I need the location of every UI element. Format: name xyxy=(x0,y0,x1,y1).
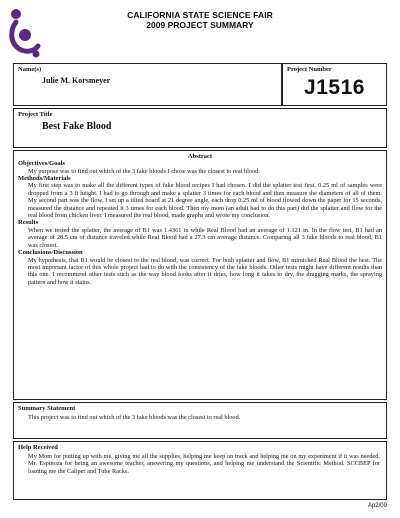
help-received-text: My Mom for putting up with me, giving me all the supplies, helping me keep on track and helping me on my experiment if it was needed. Mr. Espinoza for being an awesome teacher, answering my questions, and helping me understand the Scientific Method. SCCBEP for loaning me the Caliper and Tube Racks. xyxy=(28,453,380,475)
section-heading: Results xyxy=(18,219,39,227)
section-text: My first step was to make all the different types of fake blood recipes I had chosen. I did the splatter test first. 0.25 ml of samples were dropped from a 3 ft height. I had to go through and make a splatter 3 times for each blood and then measure the diameters of all of them. My second part was the flow. I set up a tilted board at 21 degree angle, each drop 0.25 ml of blood flowed down the paper for 15 seconds, measured the distance and repeated it 3 times for each blood. Then my mom (an adult had to do this part) did the splatter and flow for the real blood from chicken liver. I measured the real blood, made graphs and wrote my conclusion. xyxy=(28,182,382,220)
section-text: My hypothesis, that B1 would be closest to the real blood, was correct. For both splatter and flow, B1 mimicked Real Blood the best. The most important factor of this whole project had to do with the consistency of the fake bloods. Other tests might have different results than this one. I recommend other tests such as the way blood looks after it dries, how long it takes to dry, the dragging marks, the spraying pattern and how it stains. xyxy=(28,256,382,286)
help-received-label: Help Received xyxy=(18,444,58,451)
section-text: My purpose was to find out which of the 3 fake bloods I chose was the closest to real blood. xyxy=(28,167,260,175)
document-header xyxy=(0,10,400,30)
section-heading: Methods/Materials xyxy=(18,174,71,182)
summary-statement-box xyxy=(13,402,387,439)
names-label: Name(s) xyxy=(18,66,42,73)
section-heading: Objectives/Goals xyxy=(18,160,65,167)
abstract-title: Abstract xyxy=(187,153,213,160)
summary-statement-text: This project was to find out which of the 3 fake bloods was the closest to real blood. xyxy=(28,414,241,421)
form-revision-code: Ap2/09 xyxy=(367,503,387,509)
summary-statement-label: Summary Statement xyxy=(18,405,76,412)
student-name: Julie M. Korsmeyer xyxy=(42,76,111,85)
project-number: J1516 xyxy=(304,76,365,99)
summary-title: 2009 PROJECT SUMMARY xyxy=(146,20,254,30)
section-text: When we tested the splatter, the average of B1 was 1.4361 in while Real Blood had an average of 1.121 in. In the flow test, B1 had an average of 28.5 cm of distance traveled while Real Blood had a 27.3 cm average distance. Comparing all 3 fake bloods to real blood, B1 was closest. xyxy=(28,226,382,249)
abstract-section-methods xyxy=(14,175,386,220)
project-number-box xyxy=(282,63,387,106)
section-heading: Conclusions/Discussion xyxy=(18,249,83,257)
fair-name: CALIFORNIA STATE SCIENCE FAIR xyxy=(127,10,273,20)
project-number-label: Project Number xyxy=(287,66,332,73)
abstract-section-conclusions xyxy=(14,249,386,286)
project-title-label: Project Title xyxy=(18,111,53,118)
abstract-section-results xyxy=(14,219,386,249)
project-title-box xyxy=(13,108,387,148)
names-box xyxy=(13,63,282,106)
abstract-section-objectives xyxy=(14,160,386,175)
help-received-box xyxy=(13,441,387,500)
abstract-box xyxy=(13,150,387,400)
project-title: Best Fake Blood xyxy=(42,121,112,132)
